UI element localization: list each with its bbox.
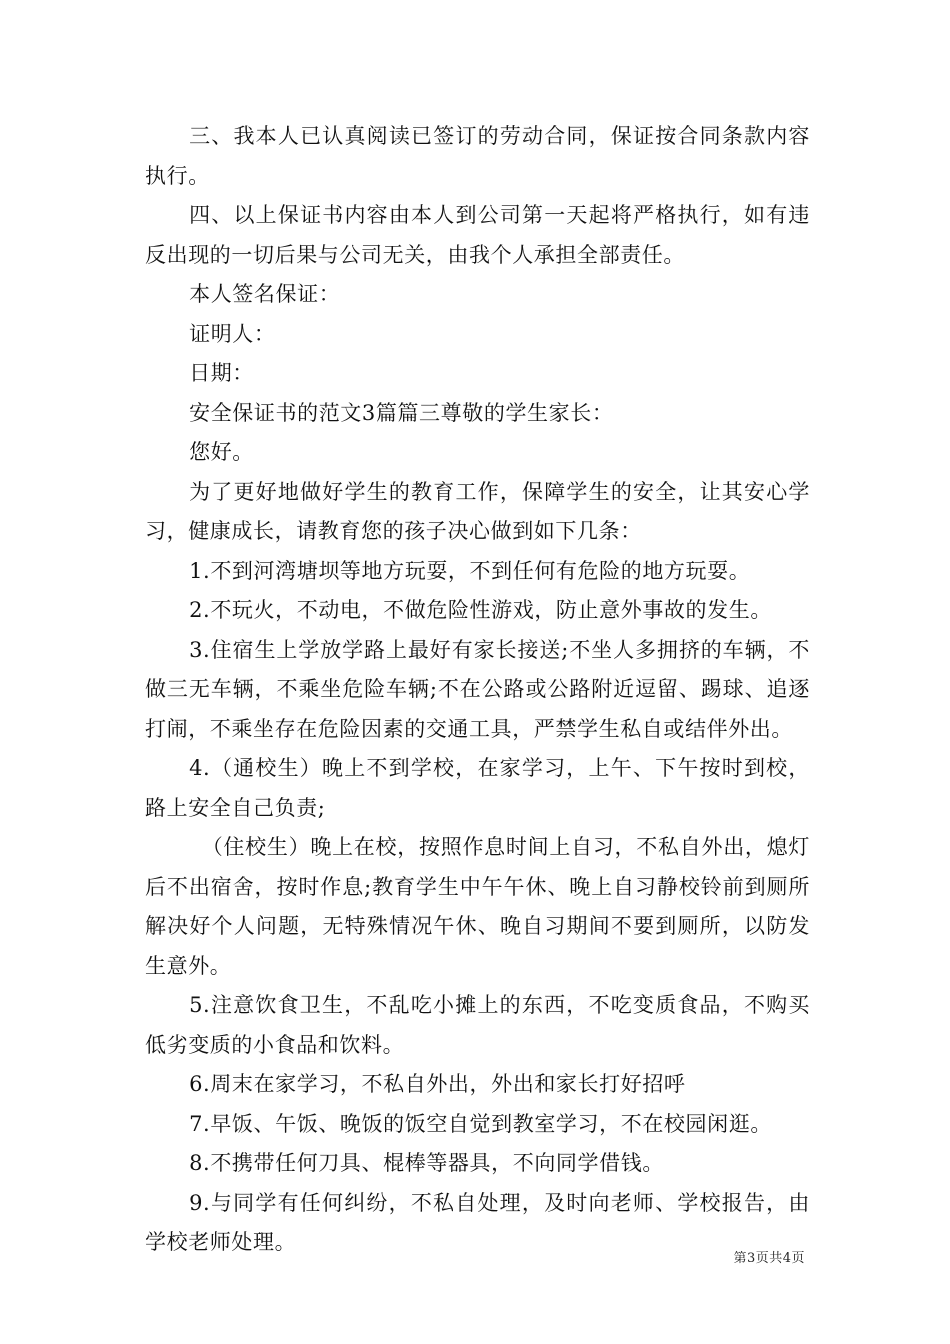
rule-item-1: 1.不到河湾塘坝等地方玩耍，不到任何有危险的地方玩耍。 <box>189 558 751 583</box>
rule-item-9: 9.与同学有任何纠纷，不私自处理，及时向老师、学校报告，由学校老师处理。 <box>145 1190 810 1254</box>
greeting: 您好。 <box>189 440 254 464</box>
section-heading: 安全保证书的范文3篇篇三尊敬的学生家长： <box>189 400 614 425</box>
paragraph-clause-4: 四、以上保证书内容由本人到公司第一天起将严格执行，如有违反出现的一切后果与公司无关，由我个人承担全部责任。 <box>145 203 810 267</box>
rule-item-5: 5.注意饮食卫生，不乱吃小摊上的东西，不吃变质食品，不购买低劣变质的小食品和饮料。 <box>145 993 810 1057</box>
page-number: 第3页共4页 <box>733 1251 805 1266</box>
rule-item-4-boarding: （住校生）晚上在校，按照作息时间上自习，不私自外出，熄灯后不出宿舍，按时作息;教育学生中午午休、晚上自习静校铃前到厕所解决好个人问题，无特殊情况午休、晚自习期间不要到厕所，以防发生意外。 <box>145 835 810 978</box>
paragraph-clause-3: 三、我本人已认真阅读已签订的劳动合同，保证按合同条款内容执行。 <box>145 124 810 188</box>
date-line: 日期： <box>189 361 254 385</box>
signature-line: 本人签名保证： <box>189 282 341 306</box>
rule-item-8: 8.不携带任何刀具、棍棒等器具，不向同学借钱。 <box>189 1151 664 1175</box>
intro-paragraph: 为了更好地做好学生的教育工作，保障学生的安全，让其安心学习，健康成长，请教育您的孩子决心做到如下几条： <box>145 479 810 543</box>
rule-item-7: 7.早饭、午饭、晚饭的饭空自觉到教室学习，不在校园闲逛。 <box>189 1111 772 1136</box>
rule-item-6: 6.周末在家学习，不私自外出，外出和家长打好招呼 <box>189 1072 686 1096</box>
witness-line: 证明人： <box>189 321 276 346</box>
rule-item-2: 2.不玩火，不动电，不做危险性游戏，防止意外事故的发生。 <box>189 598 772 622</box>
rule-item-4: 4.（通校生）晚上不到学校，在家学习，上午、下午按时到校，路上安全自己负责; <box>145 756 810 820</box>
document-body <box>145 117 810 1263</box>
rule-item-3: 3.住宿生上学放学路上最好有家长接送;不坐人多拥挤的车辆，不做三无车辆，不乘坐危险车辆;不在公路或公路附近逗留、踢球、追逐打闹，不乘坐存在危险因素的交通工具，严禁学生私自或结伴外出。 <box>145 637 810 741</box>
